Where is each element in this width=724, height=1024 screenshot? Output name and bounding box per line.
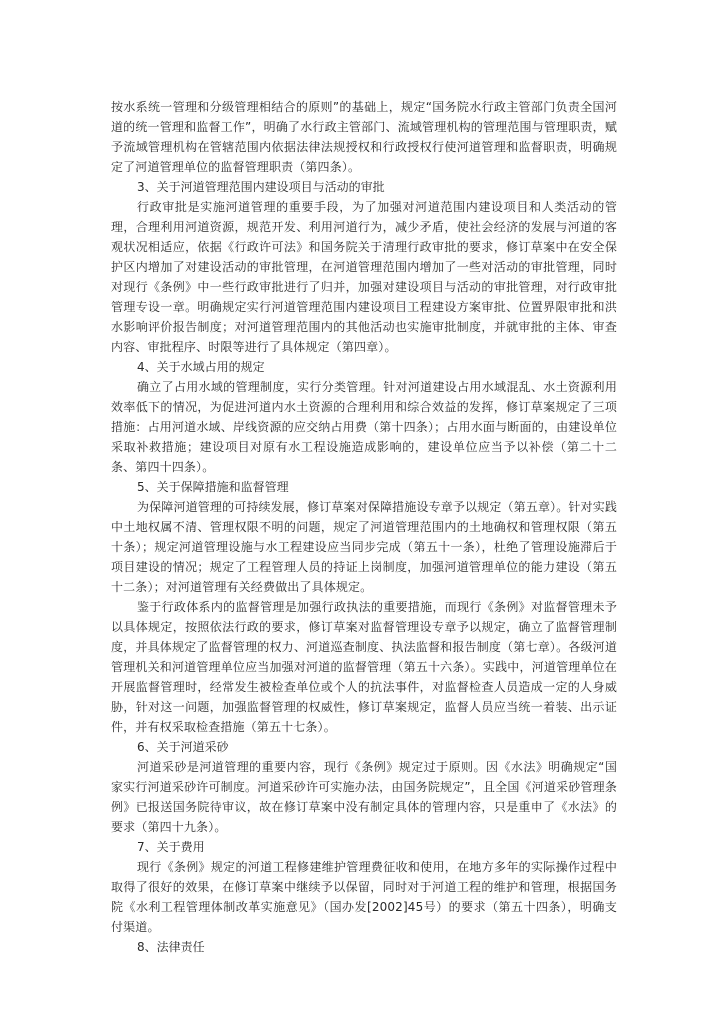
paragraph: 确立了占用水域的管理制度，实行分类管理。针对河道建设占用水域混乱、水土资源利用效率低下的情况，为促进河道内水土资源的合理利用和综合效益的发挥，修订草案规定了三项措施：占用河道水域、岸线资源的应交纳占用费（第十四条）；占用水面与断面的，由建设单位采取补救措施；建设项目对原有水工程设施造成影响的，建设单位应当予以补偿（第二十二条、第四十四条）。 xyxy=(111,380,617,474)
section-heading: 6、关于河道采砂 xyxy=(137,740,229,754)
paragraph: 行政审批是实施河道管理的重要手段，为了加强对河道范围内建设项目和人类活动的管理，合理利用河道资源，规范开发、利用河道行为，减少矛盾，使社会经济的发展与河道的客观状况相适应，依据《行政许可法》和国务院关于清理行政审批的要求，修订草案中在安全保护区内增加了对建设活动的审批管理，在河道管理范围内增加了一些对活动的审批管理，同时对现行《条例》中一些行政审批进行了归并，加强对建设项目与活动的审批管理，对行政审批管理专设一章。明确规定实行河道管理范围内建设项目工程建设方案审批、位置界限审批和洪水影响评价报告制度；对河道管理范围内的其他活动也实施审批制度，并就审批的主体、审查内容、审批程序、时限等进行了具体规定（第四章）。 xyxy=(111,200,617,354)
paragraph: 为保障河道管理的可持续发展，修订草案对保障措施设专章予以规定（第五章）。针对实践中土地权属不清、管理权限不明的问题，规定了河道管理范围内的土地确权和管理权限（第五十条）；规定河道管理设施与水工程建设应当同步完成（第五十一条），杜绝了管理设施滞后于项目建设的情况；规定了工程管理人员的持证上岗制度，加强河道管理单位的能力建设（第五十二条）；对河道管理有关经费做出了具体规定。 xyxy=(111,500,618,594)
section-heading: 5、关于保障措施和监督管理 xyxy=(137,480,289,494)
section-heading: 3、关于河道管理范围内建设项目与活动的审批 xyxy=(137,180,385,194)
document-body xyxy=(111,97,617,957)
paragraph: 河道采砂是河道管理的重要内容，现行《条例》规定过于原则。因《水法》明确规定“国家实行河道采砂许可制度。河道采砂许可实施办法，由国务院规定”，且全国《河道采砂管理条例》已报送国务院待审议，故在修订草案中没有制定具体的管理内容，只是重申了《水法》的要求（第四十九条）。 xyxy=(111,760,617,834)
section-heading: 4、关于水域占用的规定 xyxy=(137,360,265,374)
section-heading: 8、法律责任 xyxy=(137,940,205,954)
paragraph: 鉴于行政体系内的监督管理是加强行政执法的重要措施，而现行《条例》对监督管理未予以具体规定，按照依法行政的要求，修订草案对监督管理设专章予以规定，确立了监督管理制度，并具体规定了监督管理的权力、河道巡查制度、执法监督和报告制度（第七章）。各级河道管理机关和河道管理单位应当加强对河道的监督管理（第五十六条）。实践中，河道管理单位在开展监督管理时，经常发生被检查单位或个人的抗法事件，对监督检查人员造成一定的人身威胁，针对这一问题，加强监督管理的权威性，修订草案规定，监督人员应当统一着装、出示证件，并有权采取检查措施（第五十七条）。 xyxy=(111,600,617,734)
section-heading: 7、关于费用 xyxy=(137,840,205,854)
paragraph: 现行《条例》规定的河道工程修建维护管理费征收和使用，在地方多年的实际操作过程中取得了很好的效果，在修订草案中继续予以保留，同时对于河道工程的维护和管理，根据国务院《水利工程管理体制改革实施意见》（国办发[2002]45号）的要求（第五十四条），明确支付渠道。 xyxy=(111,860,617,934)
paragraph: 按水系统一管理和分级管理相结合的原则”的基础上，规定“国务院水行政主管部门负责全国河道的统一管理和监督工作”，明确了水行政主管部门、流域管理机构的管理范围与管理职责，赋予流域管理机构在管辖范围内依据法律法规授权和行政授权行使河道管理和监督职责，明确规定了河道管理单位的监督管理职责（第四条）。 xyxy=(111,100,617,174)
